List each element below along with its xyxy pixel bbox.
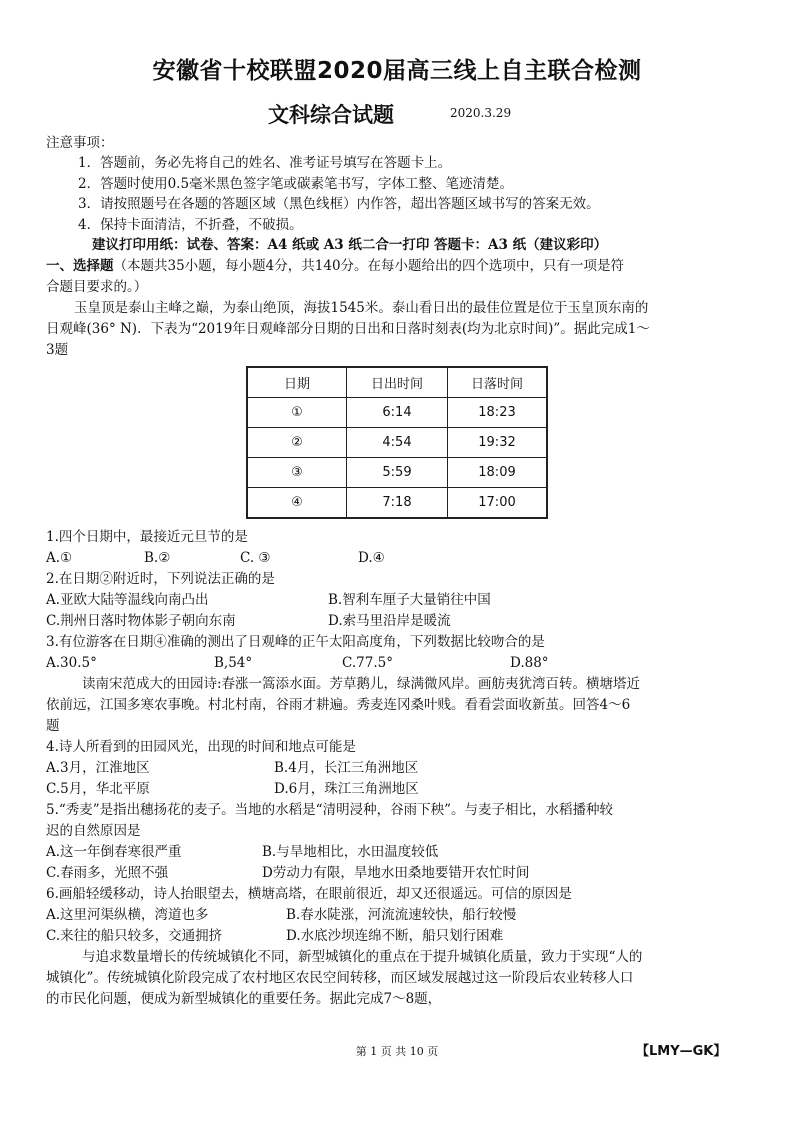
option: D.④ [358,550,385,566]
exam-code: 【LMY—GK】 [636,1044,727,1059]
table-row [247,488,547,519]
option: B.② [144,550,171,566]
data-table [246,366,548,519]
question-stem: 5.“秀麦”是指出穗扬花的麦子。当地的水稻是“清明浸种，谷雨下秧”。与麦子相比，水稻播种较 [46,802,613,818]
question-stem: 4.诗人所看到的田园风光，出现的时间和地点可能是 [46,739,356,755]
table-cell: ③ [247,458,347,488]
table-cell: 18:09 [448,458,548,488]
section-instructions-cont: 合题目要求的。） [46,279,148,295]
option: C.荆州日落时物体影子朝向东南 [46,613,236,629]
table-cell: 5:59 [347,458,448,488]
passage-line: 的市民化问题，便成为新型城镇化的重要任务。据此完成7～8题， [46,991,442,1007]
option: B.与旱地相比，水田温度较低 [262,844,439,860]
table-cell: 17:00 [448,488,548,519]
table-row [247,398,547,428]
option: D.88° [510,655,549,671]
table-cell: ④ [247,488,347,519]
table-cell: ① [247,398,347,428]
page-number: 第 1 页 共 10 页 [355,1045,439,1058]
notice-item: 2．答题时使用0.5毫米黑色签字笔或碳素笔书写，字体工整、笔迹清楚。 [78,176,514,192]
column-header: 日期 [247,367,347,398]
table-header-row [247,367,547,398]
option: B,54° [214,655,253,671]
passage-line: 与追求数量增长的传统城镇化不同，新型城镇化的重点在于提升城镇化质量，致力于实现“人的 [82,949,643,965]
table-cell: 6:14 [347,398,448,428]
passage-line: 玉皇顶是泰山主峰之巅，为泰山绝顶，海拔1545米。泰山看日出的最佳位置是位于玉皇顶东南的 [74,300,649,316]
option: A.3月，江淮地区 [46,760,150,776]
table-row [247,458,547,488]
section-heading [46,257,624,275]
option: C.来往的船只较多，交通拥挤 [46,928,223,944]
option: A.30.5° [46,655,97,671]
passage-line: 依前远，江国多寒农事晚。村北村南，谷雨才耕遍。秀麦连冈桑叶贱。看看尝面收新茧。回答4～6 [46,697,631,713]
option: B.春水陡涨，河流流速较快，船行较慢 [286,907,517,923]
notice-item: 1．答题前，务必先将自己的姓名、准考证号填写在答题卡上。 [78,155,452,171]
option: C.77.5° [342,655,393,671]
exam-date: 2020.3.29 [450,106,512,120]
column-header: 日落时间 [448,367,548,398]
notice-item: 4．保持卡面清洁，不折叠，不破损。 [78,217,303,233]
passage-line: 题 [46,718,60,734]
question-stem: 3.有位游客在日期④准确的测出了日观峰的正午太阳高度角，下列数据比较吻合的是 [46,634,545,650]
question-stem-cont: 迟的自然原因是 [46,823,141,839]
option: D劳动力有限，旱地水田桑地要错开农忙时间 [262,865,530,881]
passage-line: 城镇化”。传统城镇化阶段完成了农村地区农民空间转移，而区域发展越过这一阶段后农业转移人口 [46,970,634,986]
sunrise-sunset-table [246,366,548,524]
passage-line: 3题 [46,342,69,358]
option: D.索马里沿岸是暖流 [328,613,451,629]
table-cell: 4:54 [347,428,448,458]
question-stem: 1.四个日期中，最接近元旦节的是 [46,529,248,545]
option: D.6月，珠江三角洲地区 [274,781,419,797]
option: A.① [46,550,73,566]
option: A.这一年倒春寒很严重 [46,844,182,860]
table-row [247,428,547,458]
option: C.5月，华北平原 [46,781,150,797]
option: D.水底沙坝连绵不断，船只划行困难 [286,928,504,944]
table-cell: 18:23 [448,398,548,428]
column-header: 日出时间 [347,367,448,398]
option: B.4月，长江三角洲地区 [274,760,419,776]
print-tip: 建议打印用纸：试卷、答案：A4 纸或 A3 纸二合一打印 答题卡：A3 纸（建议彩印） [92,237,608,253]
table-cell: 7:18 [347,488,448,519]
option: B.智利车厘子大量销往中国 [328,592,491,608]
table-cell: 19:32 [448,428,548,458]
passage-line: 读南宋范成大的田园诗:春涨一篙添水面。芳草鹅儿，绿满微风岸。画舫夷犹湾百转。横塘塔近 [82,676,641,692]
option: C. ③ [240,550,271,566]
table-cell: ② [247,428,347,458]
section-instructions: （本题共35小题，每小题4分，共140分。在每小题给出的四个选项中，只有一项是符 [113,258,625,274]
notice-item: 3．请按照题号在各题的答题区域（黑色线框）内作答，超出答题区域书写的答案无效。 [78,196,600,212]
passage-line: 日观峰(36° N)．下表为“2019年日观峰部分日期的日出和日落时刻表(均为北京时间)”。据此完成1～ [46,321,650,337]
section-label: 一、选择题 [46,258,114,274]
question-stem: 6.画船轻缓移动，诗人抬眼望去，横塘高塔，在眼前很近，却又还很遥远。可信的原因是 [46,886,572,902]
notice-heading: 注意事项： [46,135,114,151]
option: A.这里河渠纵横，湾道也多 [46,907,209,923]
option: A.亚欧大陆等温线向南凸出 [46,592,209,608]
exam-subtitle: 文科综合试题 [268,103,394,127]
exam-title: 安徽省十校联盟2020届高三线上自主联合检测 [152,58,642,84]
question-stem: 2.在日期②附近时，下列说法正确的是 [46,571,275,587]
option: C.春雨多，光照不强 [46,865,169,881]
